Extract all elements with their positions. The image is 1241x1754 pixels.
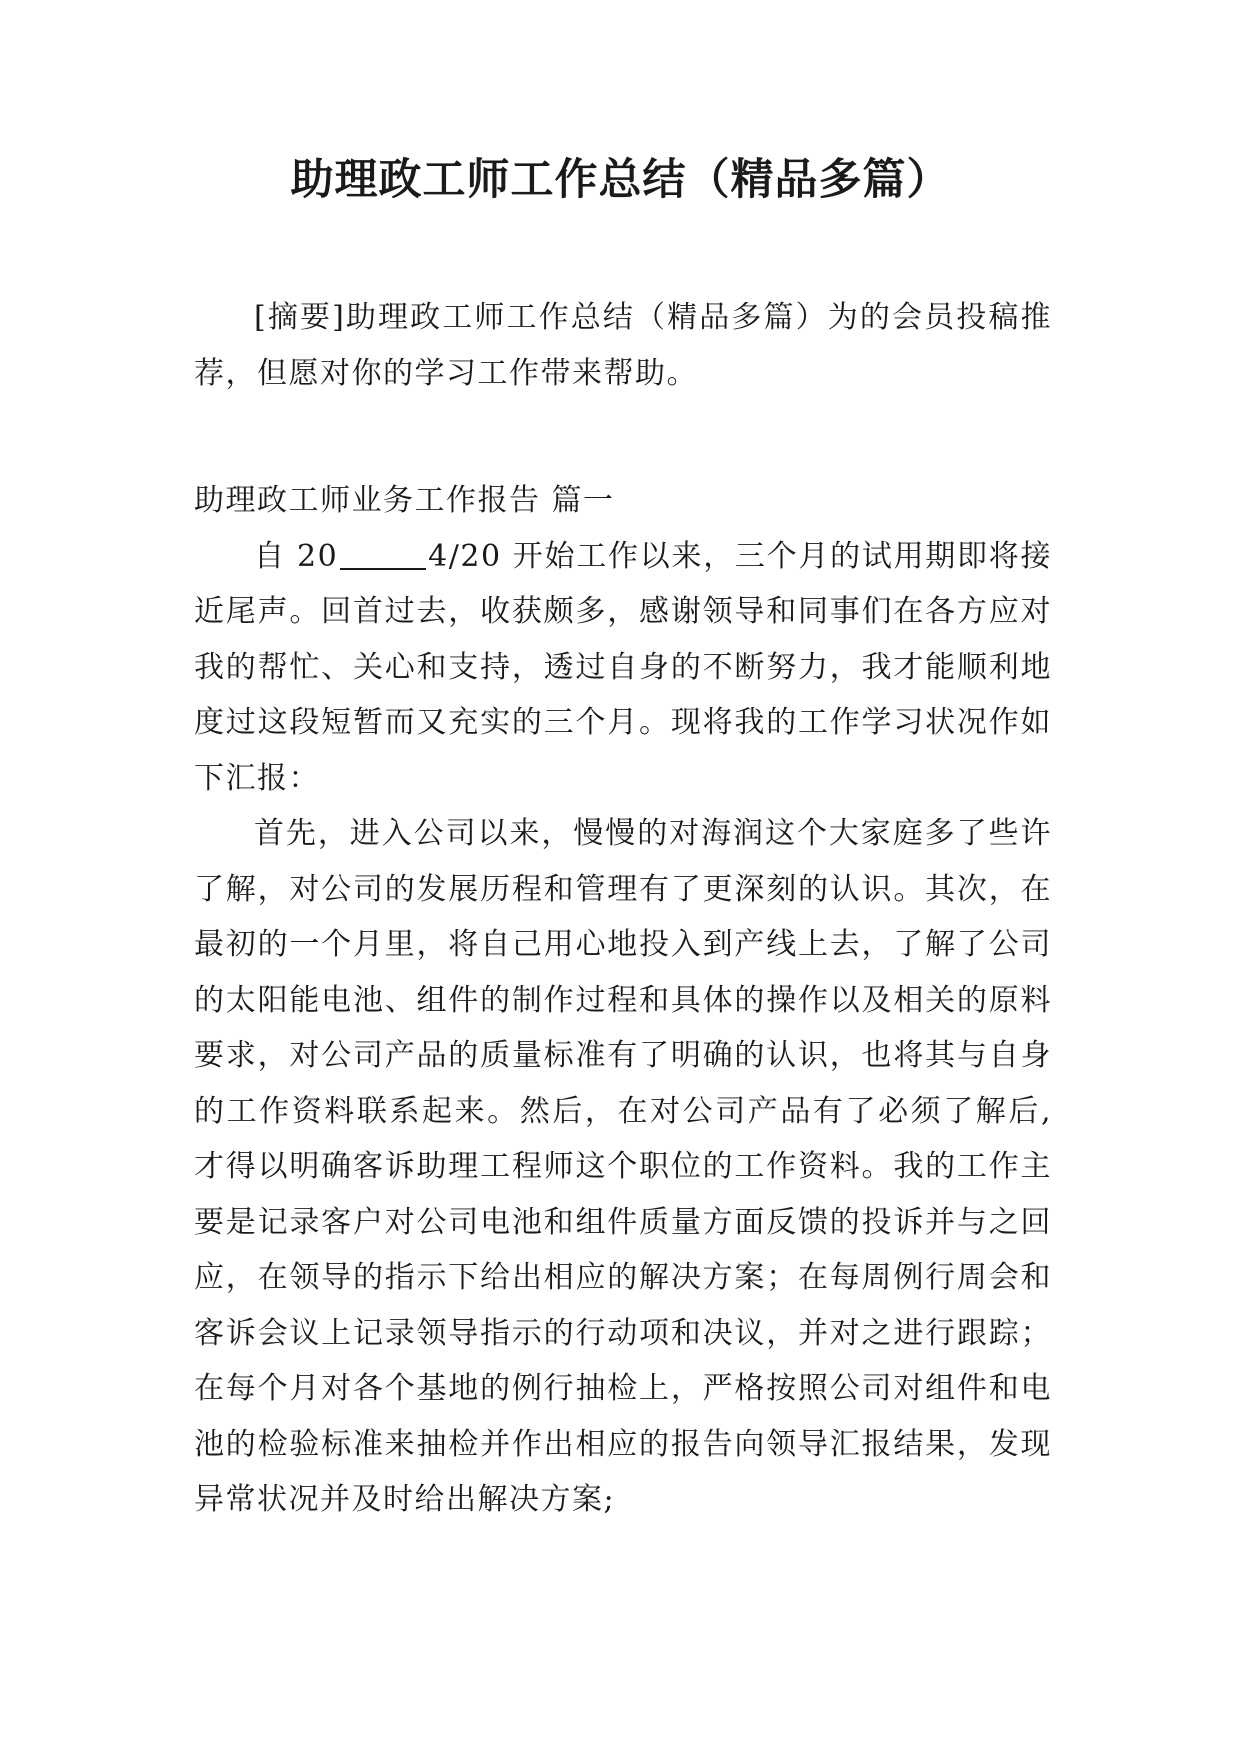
body-paragraph-1 bbox=[194, 529, 1052, 807]
document-title: 助理政工师工作总结（精品多篇） bbox=[290, 155, 951, 205]
paragraph-1-start: 自 20 bbox=[254, 538, 339, 574]
body-paragraph-2: 首先，进入公司以来，慢慢的对海润这个大家庭多了些许了解，对公司的发展历程和管理有了更深刻的认识。其次，在最初的一个月里，将自己用心地投入到产线上去，了解了公司的太阳能电池、组件的制作过程和具体的操作以及相关的原料要求，对公司产品的质量标准有了明确的认识，也将其与自身的工作资料联系起来。然后，在对公司产品有了必须了解后,才得以明确客诉助理工程师这个职位的工作资料。我的工作主要是记录客户对公司电池和组件质量方面反馈的投诉并与之回应，在领导的指示下给出相应的解决方案；在每周例行周会和客诉会议上记录领导指示的行动项和决议，并对之进行跟踪；在每个月对各个基地的例行抽检上，严格按照公司对组件和电池的检验标准来抽检并作出相应的报告向领导汇报结果，发现异常状况并及时给出解决方案; bbox=[194, 816, 1052, 1517]
document-body bbox=[194, 290, 1052, 1528]
section-heading: 助理政工师业务工作报告 篇一 bbox=[194, 483, 615, 518]
paragraph-1-rest: 4/20 开始工作以来，三个月的试用期即将接近尾声。回首过去，收获颇多，感谢领导和同事们在各方应对我的帮忙、关心和支持，透过自身的不断努力，我才能顺利地度过这段短暂而又充实的三个月。现将我的工作学习状况作如下汇报： bbox=[194, 538, 1052, 796]
blank-underline bbox=[340, 538, 426, 570]
abstract-paragraph: [摘要]助理政工师工作总结（精品多篇）为的会员投稿推荐，但愿对你的学习工作带来帮助。 bbox=[194, 300, 1052, 391]
